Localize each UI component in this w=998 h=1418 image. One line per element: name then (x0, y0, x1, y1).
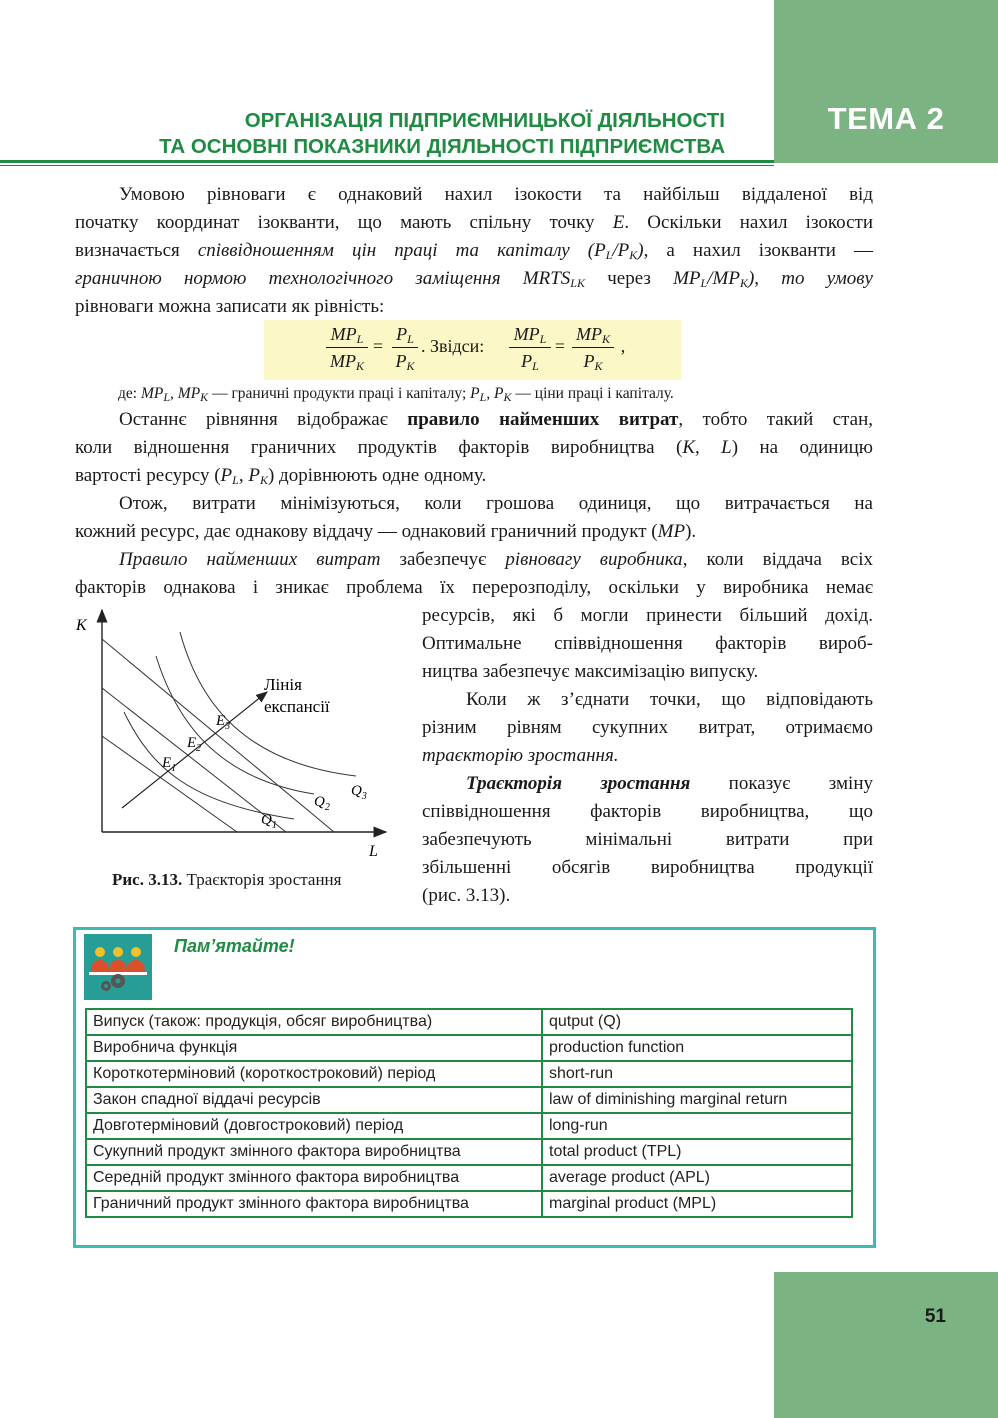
text: E (162, 755, 172, 771)
text: 1 (171, 763, 177, 774)
text-line (422, 798, 873, 826)
table-row (86, 1139, 852, 1165)
team-gear-icon (84, 934, 152, 1000)
text: . Оскільки нахил ізокости (624, 212, 873, 233)
page-number: 51 (924, 1306, 946, 1327)
page-number-tab (774, 1272, 998, 1418)
expansion-label-line2: експансії (264, 697, 330, 716)
text: забезпечує (380, 549, 506, 570)
text-line (75, 574, 873, 602)
text: /MP (707, 268, 740, 289)
growth-trajectory-diagram (72, 608, 402, 866)
table-row (86, 1087, 852, 1113)
text: L (605, 248, 613, 262)
text: Q (261, 812, 272, 828)
isoquant-label-q3 (351, 783, 367, 802)
hence-label (421, 336, 501, 357)
text: початку координат ізокванти, що мають спільну точку (75, 212, 613, 233)
term-uk: Середній продукт змінного фактора виробництва (86, 1165, 542, 1191)
text: , (694, 437, 722, 458)
text: P (395, 351, 407, 371)
text: , тобто такий стан, (678, 409, 873, 430)
text: — ціни праці і капіталу. (511, 385, 674, 402)
text-line (75, 434, 873, 462)
text-line (75, 265, 873, 293)
text: MP (575, 324, 602, 344)
text: факторів однакова і зникає проблема їх перерозподілу, оскільки у виробника немає (75, 577, 873, 598)
table-row (86, 1009, 852, 1035)
text: збільшенні обсягів виробництва продукції (422, 857, 873, 878)
text: K (601, 332, 610, 346)
text: ресурсів, які б могли принести більший дохід. (422, 605, 873, 626)
text-line (422, 742, 873, 770)
text: L (721, 437, 732, 458)
text: L (479, 390, 487, 404)
text: E (216, 713, 226, 729)
text: LK (570, 276, 585, 290)
text: = (554, 336, 566, 356)
text-line (422, 770, 873, 798)
text-line (422, 714, 873, 742)
text: вартості ресурсу ( (75, 465, 221, 486)
equilibrium-formula (264, 320, 681, 380)
table-row (86, 1061, 852, 1087)
text: , P (238, 465, 260, 486)
text: ). (685, 521, 697, 542)
text: визначається (75, 240, 198, 261)
term-en: long-run (542, 1113, 852, 1139)
text: P (521, 351, 533, 371)
table-row (86, 1191, 852, 1217)
text: L (163, 390, 171, 404)
text: Q (351, 783, 362, 799)
term-uk: Сукупний продукт змінного фактора виробництва (86, 1139, 542, 1165)
text: рівновагу виробника (505, 549, 683, 570)
paragraph-equilibrium (75, 181, 873, 321)
text: правило найменших витрат (407, 409, 679, 430)
text: , а нахил ізокванти — (643, 240, 873, 261)
text-line (75, 293, 873, 321)
term-uk: Закон спадної віддачі ресурсів (86, 1087, 542, 1113)
text: Рис. 3.13. (112, 870, 183, 889)
text: траєкторію зростання. (422, 745, 619, 766)
text: = (372, 336, 384, 356)
text: ництва забезпечує максимізацію випуску. (422, 661, 759, 682)
text-line (75, 490, 873, 518)
term-en: short-run (542, 1061, 852, 1087)
text: рівноваги можна записати як рівність: (75, 296, 385, 317)
text-line (422, 854, 873, 882)
text: /P (612, 240, 630, 261)
text: L (407, 332, 414, 346)
text: кожний ресурс, дає однакову віддачу — однаковий граничний продукт ( (75, 521, 658, 542)
chapter-header-line2: ТА ОСНОВНІ ПОКАЗНИКИ ДІЯЛЬНОСТІ ПІДПРИЄМСТВА (159, 135, 725, 158)
text: MP (330, 324, 357, 344)
text: 2 (196, 743, 202, 754)
term-uk: Короткотерміновий (короткостроковий) період (86, 1061, 542, 1087)
x-axis-label: L (369, 843, 378, 860)
table-row (86, 1113, 852, 1139)
text: 1 (271, 820, 277, 831)
chapter-header (159, 108, 725, 160)
figure-caption (112, 869, 341, 891)
text-line (75, 406, 873, 434)
header-rule-thin (0, 165, 774, 166)
text: P (583, 351, 595, 371)
text-line (75, 462, 873, 490)
text: K (629, 248, 638, 262)
text-line (75, 237, 873, 265)
text: L (232, 473, 239, 487)
term-uk: Граничний продукт змінного фактора виробництва (86, 1191, 542, 1217)
text: Умовою рівноваги є однаковий нахил ізокости та найбільш віддаленої від (119, 184, 873, 205)
right-col-block (422, 602, 873, 910)
term-uk: Випуск (також: продукція, обсяг виробництва) (86, 1009, 542, 1035)
fraction-pl-pk (392, 322, 418, 373)
text: де: (118, 385, 141, 402)
paragraph-right-column (422, 602, 873, 910)
text: E (187, 735, 197, 751)
text: через (584, 268, 674, 289)
text-line (75, 546, 873, 574)
text: K (503, 390, 512, 404)
text-line (422, 882, 873, 910)
text-line (422, 826, 873, 854)
text: . Звідси: (421, 336, 485, 356)
term-en: average product (APL) (542, 1165, 852, 1191)
term-en: qutput (Q) (542, 1009, 852, 1035)
text: K (739, 276, 748, 290)
table-row (86, 1165, 852, 1191)
text: 3 (361, 791, 367, 802)
text: P (220, 465, 233, 486)
text: MP (513, 324, 540, 344)
formula-note (118, 383, 674, 405)
text: Q (314, 794, 325, 810)
text: , (620, 336, 626, 356)
equilibrium-point-labels (161, 713, 367, 831)
point-label-e3 (215, 713, 230, 732)
fraction-mpl-mpk (326, 322, 368, 373)
text: K (259, 473, 268, 487)
paragraph-producer-equilibrium (75, 546, 873, 602)
text: Отож, витрати мінімізуються, коли грошова одиниця, що витрачається на (119, 493, 873, 514)
expansion-label-line1: Лінія (264, 675, 302, 694)
term-uk: Виробнича функція (86, 1035, 542, 1061)
text: P (470, 385, 480, 402)
text-line (75, 209, 873, 237)
text: , P (486, 385, 504, 402)
isoquant-label-q1 (261, 812, 277, 831)
text: L (539, 332, 547, 346)
comma (618, 336, 628, 357)
text-line (422, 686, 873, 714)
terms-table-body (86, 1009, 852, 1217)
text: Траєкторія зростання (466, 773, 691, 794)
text: E (612, 212, 625, 233)
text: співвідношення факторів виробництва, що (422, 801, 873, 822)
text: ), то умову (747, 268, 873, 289)
header-rule (0, 160, 774, 163)
text: , коли віддача всіх (682, 549, 873, 570)
text: MP (673, 268, 701, 289)
term-en: law of diminishing marginal return (542, 1087, 852, 1113)
equals-sign (372, 336, 384, 357)
table-row (86, 1035, 852, 1061)
text: L (700, 276, 708, 290)
chapter-header-line1: ОРГАНІЗАЦІЯ ПІДПРИЄМНИЦЬКОЇ ДІЯЛЬНОСТІ (244, 109, 725, 132)
text-line (422, 602, 873, 630)
text: K (594, 359, 603, 373)
term-en: marginal product (MPL) (542, 1191, 852, 1217)
text: ) (637, 240, 644, 261)
fraction-mpl-pl (509, 322, 551, 373)
equals-sign (554, 336, 566, 357)
terms-table (85, 1008, 853, 1218)
text: K (355, 359, 364, 373)
text: співвідношенням цін праці та капіталу (P (197, 240, 606, 261)
text-line (422, 630, 873, 658)
fraction-mpk-pk (572, 322, 614, 373)
text: граничною нормою технологічного заміщення MRTS (75, 268, 571, 289)
text-line (422, 658, 873, 686)
y-axis-label: K (76, 617, 87, 634)
text: ) дорівнюють одне одному. (267, 465, 487, 486)
paragraph-least-cost-rule (75, 406, 873, 490)
text: P (396, 324, 408, 344)
text: коли відношення граничних продуктів факторів виробництва ( (75, 437, 683, 458)
text: (рис. 3.13). (422, 885, 511, 906)
text-line (75, 181, 873, 209)
text: Правило найменших витрат (119, 549, 381, 570)
remember-title: Пам’ятайте! (174, 936, 295, 956)
term-en: total product (TPL) (542, 1139, 852, 1165)
isocost-line-1 (102, 736, 237, 832)
text: ) на одиницю (731, 437, 873, 458)
text: Коли ж з’єднати точки, що відповідають (466, 689, 873, 710)
text: Траєкторія зростання (182, 870, 342, 889)
term-uk: Довготерміновий (довгостроковий) період (86, 1113, 542, 1139)
text: MP (140, 385, 164, 402)
text: K (200, 390, 209, 404)
text: , MP (170, 385, 201, 402)
term-en: production function (542, 1035, 852, 1061)
text: — граничні продукти праці і капіталу; (208, 385, 471, 402)
text-line (75, 518, 873, 546)
isoquant-label-q2 (314, 794, 330, 813)
text: 3 (225, 721, 231, 732)
theme-tab-label: ТЕМА 2 (827, 101, 945, 136)
text: L (532, 359, 539, 373)
text: MP (329, 351, 356, 371)
text: К (682, 437, 695, 458)
text: показує зміну (690, 773, 873, 794)
text: різним рівням сукупних витрат, отримаємо (422, 717, 873, 738)
text: Останнє рівняння відображає (119, 409, 408, 430)
text: 2 (324, 802, 330, 813)
theme-tab (774, 0, 998, 163)
text: K (406, 359, 415, 373)
text: MP (657, 521, 686, 542)
text: L (356, 332, 364, 346)
text: забезпечують мінімальні витрати при (422, 829, 873, 850)
isocost-line-2 (102, 688, 286, 832)
text: Оптимальне співвідношення факторів вироб- (422, 633, 873, 654)
paragraph-cost-minimization (75, 490, 873, 546)
